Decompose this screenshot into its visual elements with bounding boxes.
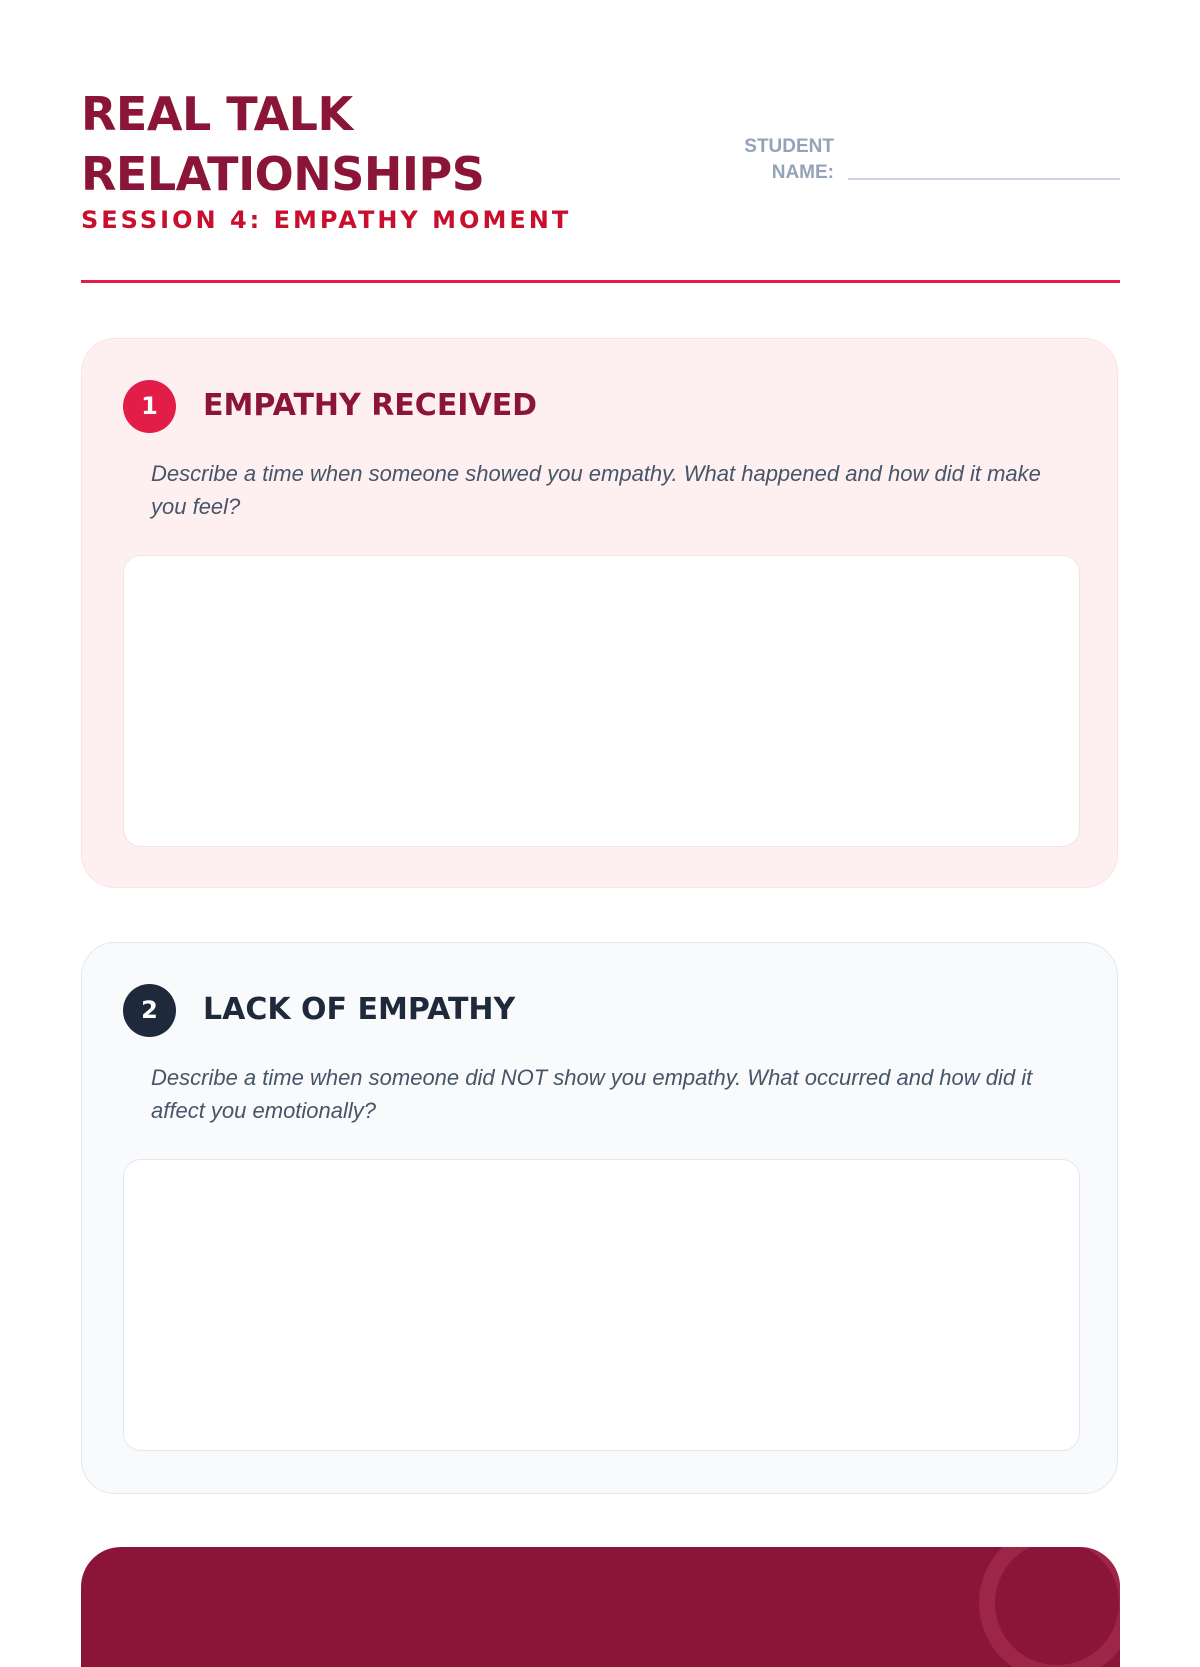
title-line-1: REAL TALK bbox=[81, 87, 353, 141]
section-heading: EMPATHY RECEIVED bbox=[203, 388, 538, 423]
section-empathy-received bbox=[81, 338, 1118, 888]
student-name-label bbox=[700, 134, 834, 186]
section-heading: LACK OF EMPATHY bbox=[203, 992, 516, 1027]
section-number-badge: 1 bbox=[123, 380, 176, 433]
section-lack-of-empathy bbox=[81, 942, 1118, 1494]
header-divider bbox=[81, 280, 1120, 283]
session-subtitle: SESSION 4: EMPATHY MOMENT bbox=[81, 206, 572, 234]
decorative-ring-icon bbox=[979, 1547, 1120, 1667]
section-prompt: Describe a time when someone showed you empathy. What happened and how did it make you feel? bbox=[151, 461, 1041, 519]
section-prompt: Describe a time when someone did NOT show you empathy. What occurred and how did it affect you emotionally? bbox=[151, 1065, 1033, 1123]
lack-of-empathy-answer[interactable] bbox=[123, 1159, 1080, 1451]
worksheet-title bbox=[81, 84, 484, 204]
section-number-badge: 2 bbox=[123, 984, 176, 1037]
student-name-field[interactable] bbox=[848, 178, 1120, 180]
title-line-2: RELATIONSHIPS bbox=[81, 147, 485, 201]
empathy-received-answer[interactable] bbox=[123, 555, 1080, 847]
footer-banner bbox=[81, 1547, 1120, 1667]
student-label-line-1: STUDENT bbox=[744, 136, 834, 157]
student-label-line-2: NAME: bbox=[771, 162, 834, 183]
